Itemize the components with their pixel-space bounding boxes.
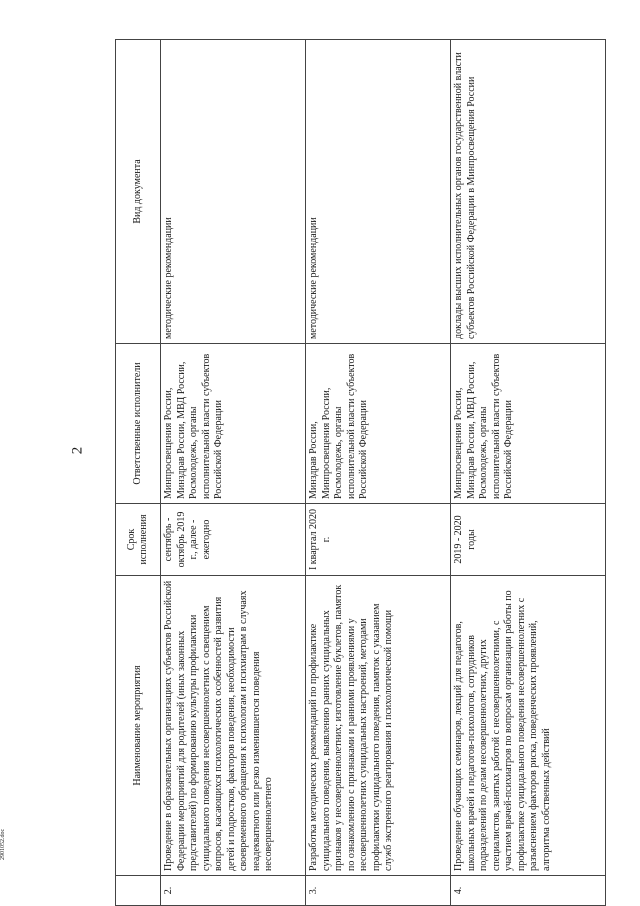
- file-name-text: 2901052.doc: [0, 828, 6, 860]
- header-term: Срок исполнения: [116, 504, 161, 576]
- header-name: Наименование мероприятия: [116, 576, 161, 876]
- file-name: [0, 829, 6, 860]
- rotated-table-container: [115, 40, 602, 906]
- measure-executors: Минздрав России, Минпросвещения России, Росмолодежь, органы исполнительной власти субъектов Российской Федерации: [306, 344, 451, 504]
- measure-doc-type: методические рекомендации: [161, 40, 306, 344]
- row-number: 3.: [306, 876, 451, 906]
- header-num: [116, 876, 161, 906]
- measure-name: Разработка методических рекомендаций по профилактике суицидального поведения, выявлению ранних суицидальных признаков у несовершеннолетних; изготовление буклетов, памяток по ознакомлению с признаками и ранними проявлениями у несовершеннолетних суицидальных настроений, методами профилактики суицидального поведения, памяток с указанием служб экстренного реагирования и психологической помощи: [306, 576, 451, 876]
- measures-table: [115, 39, 606, 906]
- row-number: 4.: [451, 876, 606, 906]
- table-header-row: [116, 40, 161, 906]
- page-number: 2: [69, 446, 86, 455]
- measure-doc-type: доклады высших исполнительных органов государственной власти субъектов Российской Федерации в Минпросвещения России: [451, 40, 606, 344]
- header-executors: Ответственные исполнители: [116, 344, 161, 504]
- header-doc-type: Вид документа: [116, 40, 161, 344]
- measure-term: 2019 - 2020 годы: [451, 504, 606, 576]
- measure-executors: Минпросвещения России, Минздрав России, МВД России, Росмолодежь, органы исполнительной власти субъектов Российской Федерации: [161, 344, 306, 504]
- measure-term: сентябрь - октябрь 2019 г., далее - ежегодно: [161, 504, 306, 576]
- table-row: [451, 40, 606, 906]
- measure-doc-type: методические рекомендации: [306, 40, 451, 344]
- measure-name: Проведение в образовательных организациях субъектов Российской Федерации мероприятий для родителей (иных законных представителей) по формированию культуры профилактики суицидального поведения несовершеннолетних с освещением вопросов, касающихся психологических особенностей развития детей и подростков, факторов поведения, необходимости своевременного обращения к психологам и психиатрам в случаях неадекватного или резко изменившегося поведения несовершеннолетнего: [161, 576, 306, 876]
- table-row: [306, 40, 451, 906]
- measure-name: Проведение обучающих семинаров, лекций для педагогов, школьных врачей и педагогов-психологов, сотрудников подразделений по делам несовершеннолетних, других специалистов, занятых работой с несовершеннолетними, с участием врачей-психиатров по вопросам организации работы по профилактике суицидального поведения несовершеннолетних с разъяснением факторов риска, поведенческих проявлений, алгоритма собственных действий: [451, 576, 606, 876]
- measure-executors: Минпросвещения России, Минздрав России, МВД России, Росмолодежь, органы исполнительной власти субъектов Российской Федерации: [451, 344, 606, 504]
- row-number: 2.: [161, 876, 306, 906]
- table-row: [161, 40, 306, 906]
- measure-term: I квартал 2020 г.: [306, 504, 451, 576]
